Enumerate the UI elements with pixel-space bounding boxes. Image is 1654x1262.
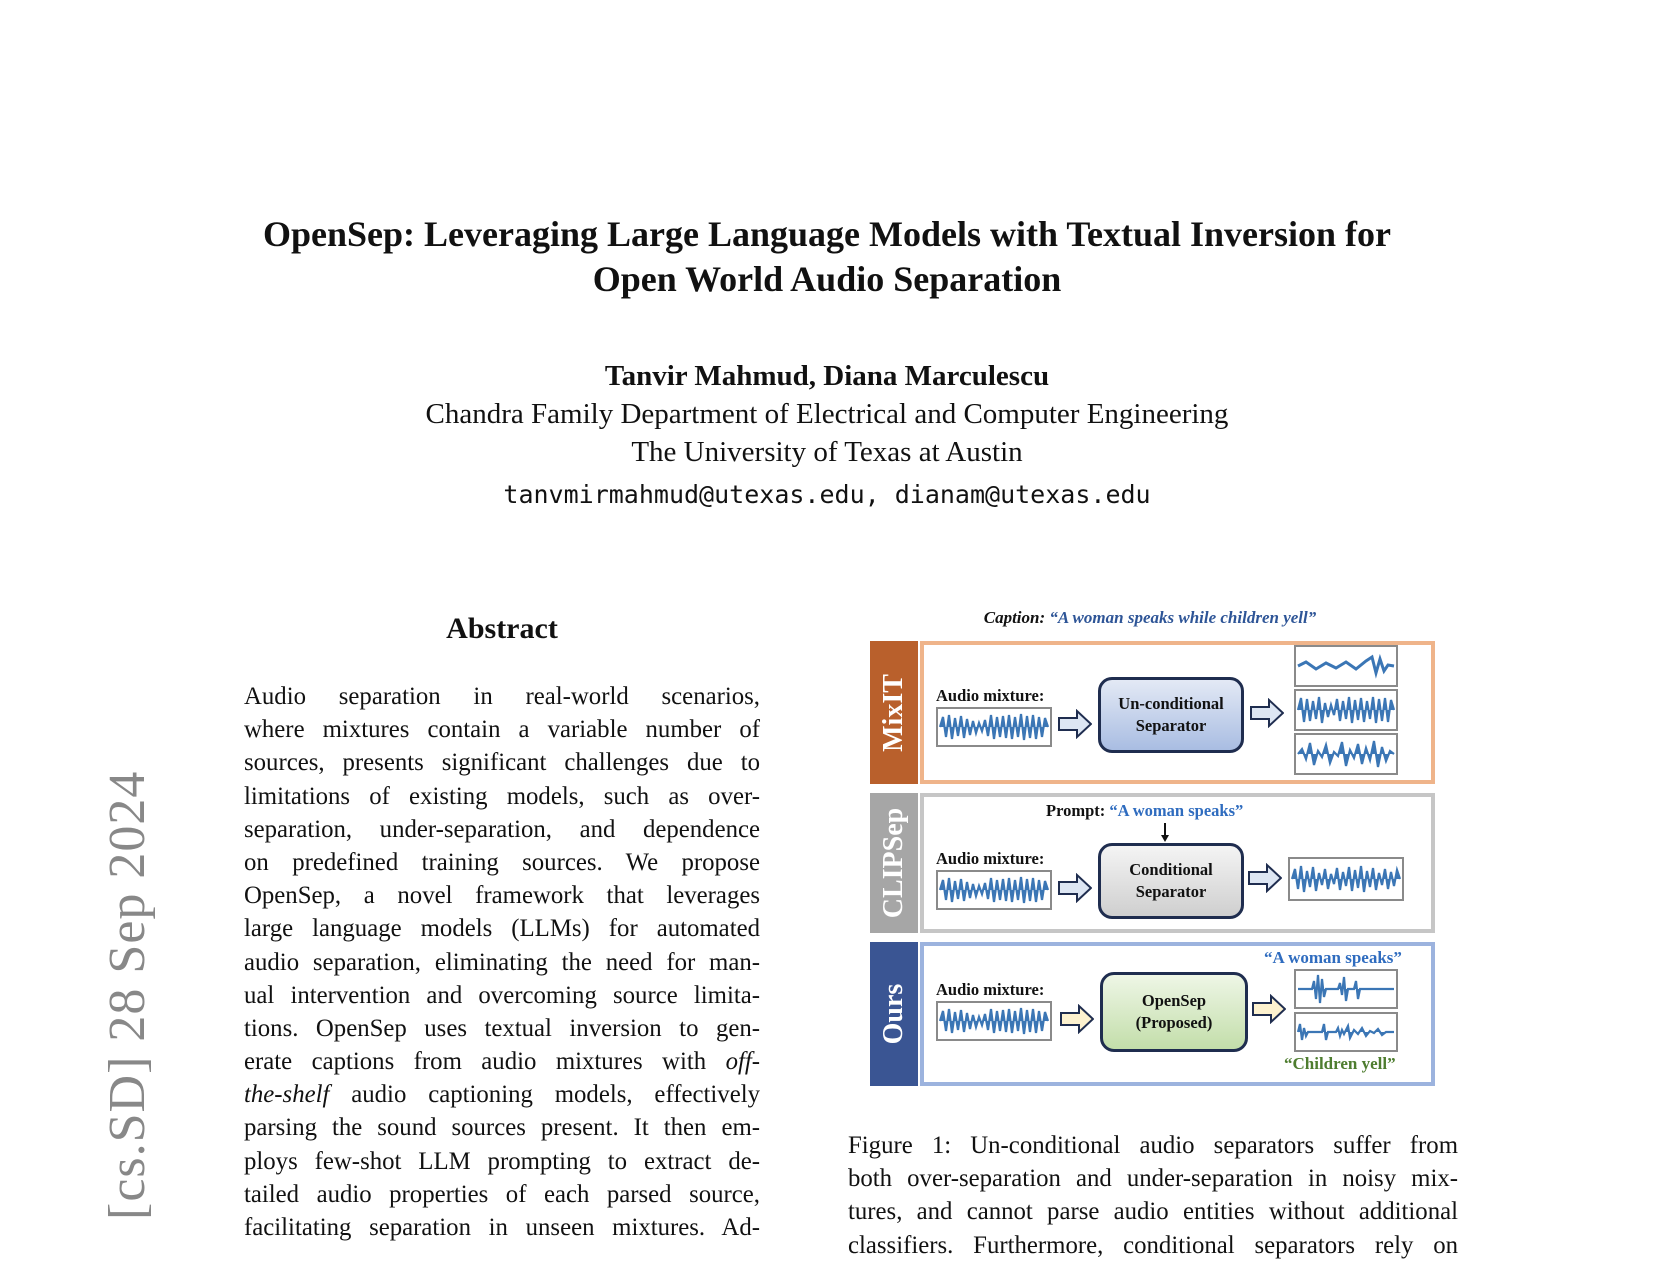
arrow-right-icon <box>1250 698 1284 728</box>
conditional-separator-box <box>1098 843 1244 919</box>
input-label: Audio mixture: <box>936 849 1045 868</box>
abstract-line: parsing the sound sources present. It then em- <box>244 1114 760 1142</box>
panel-name: Ours <box>878 983 909 1045</box>
arrow-right-icon <box>1058 873 1092 903</box>
caption-label: Caption: <box>983 608 1046 627</box>
figure-caption-line: Figure 1: Un-conditional audio separators suffer from <box>848 1132 1458 1159</box>
affiliation-university: The University of Texas at Austin <box>631 436 1023 468</box>
waveform-input <box>936 1001 1052 1041</box>
abstract-italic-text: the-shelf <box>244 1081 330 1109</box>
arxiv-stamp-text: [cs.SD] 28 Sep 2024 <box>99 770 156 1220</box>
figure-1-caption <box>848 1129 1458 1262</box>
arrow-right-icon <box>1058 709 1092 739</box>
abstract-line: sources, presents significant challenges due to <box>244 749 760 777</box>
abstract-line: OpenSep, a novel framework that leverages <box>244 882 760 910</box>
abstract-line: ual intervention and overcoming source limita- <box>244 981 760 1009</box>
waveform-output-children <box>1294 1012 1398 1052</box>
abstract-line: tailed audio properties of each parsed source, <box>244 1180 760 1208</box>
figure-1 <box>860 608 1440 1098</box>
arrow-right-icon <box>1248 863 1282 893</box>
arrow-right-icon <box>1252 994 1286 1024</box>
abstract-line: where mixtures contain a variable number of <box>244 716 760 744</box>
output-label-woman: “A woman speaks” <box>1264 948 1402 967</box>
affiliation-department: Chandra Family Department of Electrical and Computer Engineering <box>425 398 1229 430</box>
figure-caption-line: classifiers. Furthermore, conditional separators rely on <box>848 1231 1458 1259</box>
output-label-children: “Children yell” <box>1284 1054 1396 1073</box>
separator-label: Un-conditional <box>1118 694 1224 713</box>
waveform-output <box>1288 857 1404 901</box>
abstract-text: erate captions from audio mixtures with <box>244 1048 726 1076</box>
panel-name: MixIT <box>878 673 909 752</box>
abstract-line: separation, under-separation, and dependence <box>244 815 760 843</box>
arrow-down-icon <box>1160 823 1170 843</box>
abstract-heading: Abstract <box>446 612 558 645</box>
separator-label: Separator <box>1135 716 1207 735</box>
paper-title-line-2: Open World Audio Separation <box>592 259 1062 299</box>
panel-name: CLIPSep <box>878 807 909 919</box>
waveform-output <box>1294 733 1398 775</box>
author-emails[interactable]: tanvmirmahmud@utexas.edu, dianam@utexas.edu <box>503 480 1151 509</box>
abstract-line: facilitating separation in unseen mixtures. Ad- <box>244 1214 760 1241</box>
prompt-text: “A woman speaks” <box>1109 801 1244 820</box>
waveform-output <box>1294 689 1398 731</box>
panel-side-label <box>870 793 918 933</box>
abstract-line-with-italic <box>244 1045 760 1078</box>
paper-title-line-1: OpenSep: Leveraging Large Language Models with Textual Inversion for <box>262 214 1392 254</box>
abstract-line: ploys few-shot LLM prompting to extract de- <box>244 1147 760 1175</box>
abstract-italic-text: off- <box>725 1048 760 1076</box>
arxiv-stamp <box>18 700 158 1220</box>
abstract-line: Audio separation in real-world scenarios, <box>244 683 760 710</box>
separator-label: Separator <box>1135 882 1207 901</box>
arrow-right-icon <box>1060 1004 1094 1034</box>
input-label: Audio mixture: <box>936 686 1045 705</box>
abstract-text: audio captioning models, effectively <box>329 1081 760 1109</box>
author-list: Tanvir Mahmud, Diana Marculescu <box>604 360 1050 392</box>
waveform-output <box>1294 645 1398 687</box>
input-label: Audio mixture: <box>936 980 1045 999</box>
separator-label: Conditional <box>1129 860 1213 879</box>
panel-side-label <box>870 641 918 784</box>
waveform-output-woman <box>1294 969 1398 1009</box>
figure-caption-header <box>860 608 1440 628</box>
separator-label: (Proposed) <box>1135 1013 1213 1032</box>
paper-title <box>0 212 1654 302</box>
panel-side-label <box>870 942 918 1086</box>
panel-clipsep <box>870 793 1435 933</box>
waveform-input <box>936 707 1052 747</box>
abstract-line-with-italic <box>244 1078 760 1111</box>
abstract-line: tions. OpenSep uses textual inversion to gen- <box>244 1014 760 1042</box>
panel-mixit <box>870 641 1435 784</box>
opensep-proposed-box <box>1100 972 1248 1052</box>
waveform-input <box>936 870 1052 910</box>
panel-ours <box>870 942 1435 1086</box>
abstract-body <box>244 680 760 1244</box>
separator-label: OpenSep <box>1141 991 1207 1010</box>
abstract-line: on predefined training sources. We propose <box>244 848 760 876</box>
abstract-line: large language models (LLMs) for automated <box>244 915 760 943</box>
caption-text: “A woman speaks while children yell” <box>1049 608 1317 627</box>
unconditional-separator-box <box>1098 677 1244 753</box>
prompt-label <box>1046 801 1243 821</box>
prompt-label-text: Prompt: <box>1046 801 1106 820</box>
figure-caption-line: both over-separation and under-separation in noisy mix- <box>848 1165 1458 1193</box>
abstract-line: limitations of existing models, such as over- <box>244 782 760 810</box>
figure-caption-line: tures, and cannot parse audio entities without additional <box>848 1198 1458 1226</box>
abstract-line: audio separation, eliminating the need for man- <box>244 948 760 976</box>
